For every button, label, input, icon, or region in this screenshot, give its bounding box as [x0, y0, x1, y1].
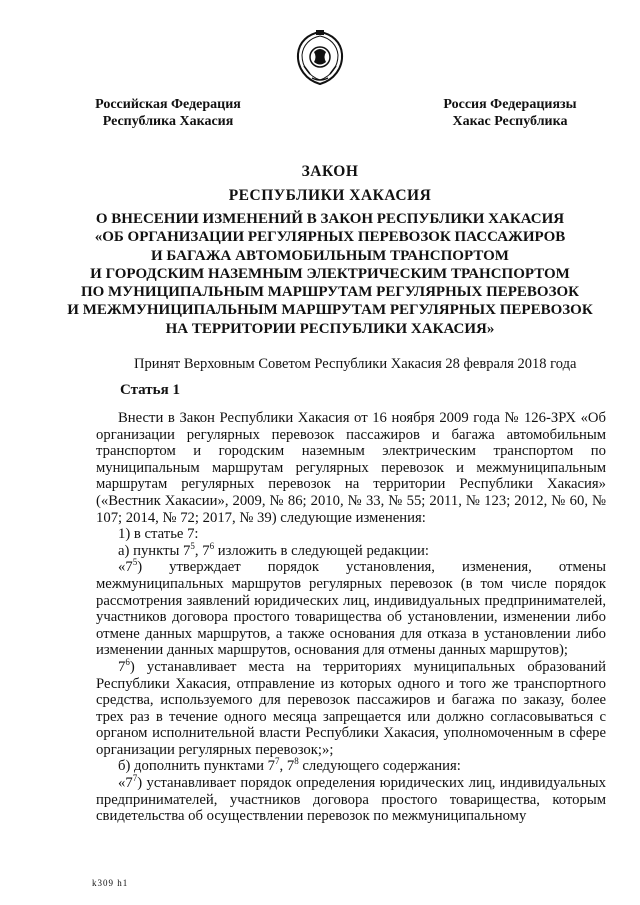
header-right-line1: Россия Федерациязы	[443, 97, 577, 112]
header-right-block	[440, 96, 580, 130]
coat-of-arms-emblem	[294, 30, 346, 86]
body-paragraph: 1) в статье 7:	[118, 526, 199, 543]
adoption-statement: Принят Верховным Советом Республики Хакасия 28 февраля 2018 года	[134, 356, 577, 372]
header-left-line2: Республика Хакасия	[102, 114, 234, 129]
subject-line: И БАГАЖА АВТОМОБИЛЬНЫМ ТРАНСПОРТОМ	[151, 247, 509, 264]
article-heading: Статья 1	[120, 382, 180, 398]
subject-line: НА ТЕРРИТОРИИ РЕСПУБЛИКИ ХАКАСИЯ»	[165, 320, 495, 337]
body-paragraph: Внести в Закон Республики Хакасия от 16 ноября 2009 года № 126-ЗРХ «Об организации регулярных перевозок пассажиров и багажа автомобильным транспортом и городским наземным электрическим транспортом по муниципальным маршрутам регулярных перевозок и межмуниципальным маршрутам регулярных перевозок на территории Республики Хакасия» («Вестник Хакасии», 2009, № 86; 2010, № 33, № 55; 2011, № 123; 2012, № 60, № 107; 2014, № 72; 2017, № 39) следующие изменения:	[96, 410, 606, 526]
law-subject	[60, 210, 600, 338]
subject-line: И МЕЖМУНИЦИПАЛЬНЫМ МАРШРУТАМ РЕГУЛЯРНЫХ ПЕРЕВОЗОК	[67, 302, 593, 319]
subject-line: ПО МУНИЦИПАЛЬНЫМ МАРШРУТАМ РЕГУЛЯРНЫХ ПЕРЕВОЗОК	[80, 284, 580, 301]
body-paragraph: «$7^7$) устанавливает порядок определения юридических лиц, индивидуальных предпринимателей, участников договора простого товарищества, которым свидетельства об осуществлении перевозок по межмуниципальному	[96, 773, 606, 825]
header-left-block	[88, 96, 248, 130]
subject-line: «ОБ ОРГАНИЗАЦИИ РЕГУЛЯРНЫХ ПЕРЕВОЗОК ПАССАЖИРОВ	[94, 229, 566, 246]
article-body	[96, 410, 606, 825]
subject-line: О ВНЕСЕНИИ ИЗМЕНЕНИЙ В ЗАКОН РЕСПУБЛИКИ ХАКАСИЯ	[95, 211, 565, 227]
body-paragraph: а) пункты $7^5$, $7^6$ изложить в следующей редакции:	[118, 540, 429, 559]
law-title-line1: ЗАКОН	[301, 163, 359, 180]
header-right-line2: Хакас Республика	[452, 114, 568, 129]
body-paragraph: б) дополнить пунктами $7^7$, $7^8$ следующего содержания:	[118, 756, 461, 775]
body-paragraph: «$7^5$) утверждает порядок установления, изменения, отмены межмуниципальных маршрутов регулярных перевозок (в том числе порядок рассмотрения заявлений юридических лиц, индивидуальных предпринимателей, участников договора простого товарищества об установлении, изменении либо отмене данных маршрутов, а также основания для отказа в установлении либо изменении данных маршрутов, основания для отмены данных маршрутов);	[96, 557, 606, 659]
body-paragraph: $7^6$) устанавливает места на территориях муниципальных образований Республики Хакасия, отправление из которых одного и того же транспортного средства, используемого для перевозок пассажиров и багажа по заказу, более трех раз в течение одного месяца запрещается или должно согласовываться с органом исполнительной власти Республики Хакасия, уполномоченным в сфере организации регулярных перевозок;»;	[96, 657, 606, 758]
header-left-line1: Российская Федерация	[95, 97, 241, 112]
law-title-line2: РЕСПУБЛИКИ ХАКАСИЯ	[228, 187, 432, 204]
subject-line: И ГОРОДСКИМ НАЗЕМНЫМ ЭЛЕКТРИЧЕСКИМ ТРАНСПОРТОМ	[90, 265, 570, 282]
law-title	[60, 160, 600, 208]
footer-code: k309 h1	[92, 878, 129, 888]
